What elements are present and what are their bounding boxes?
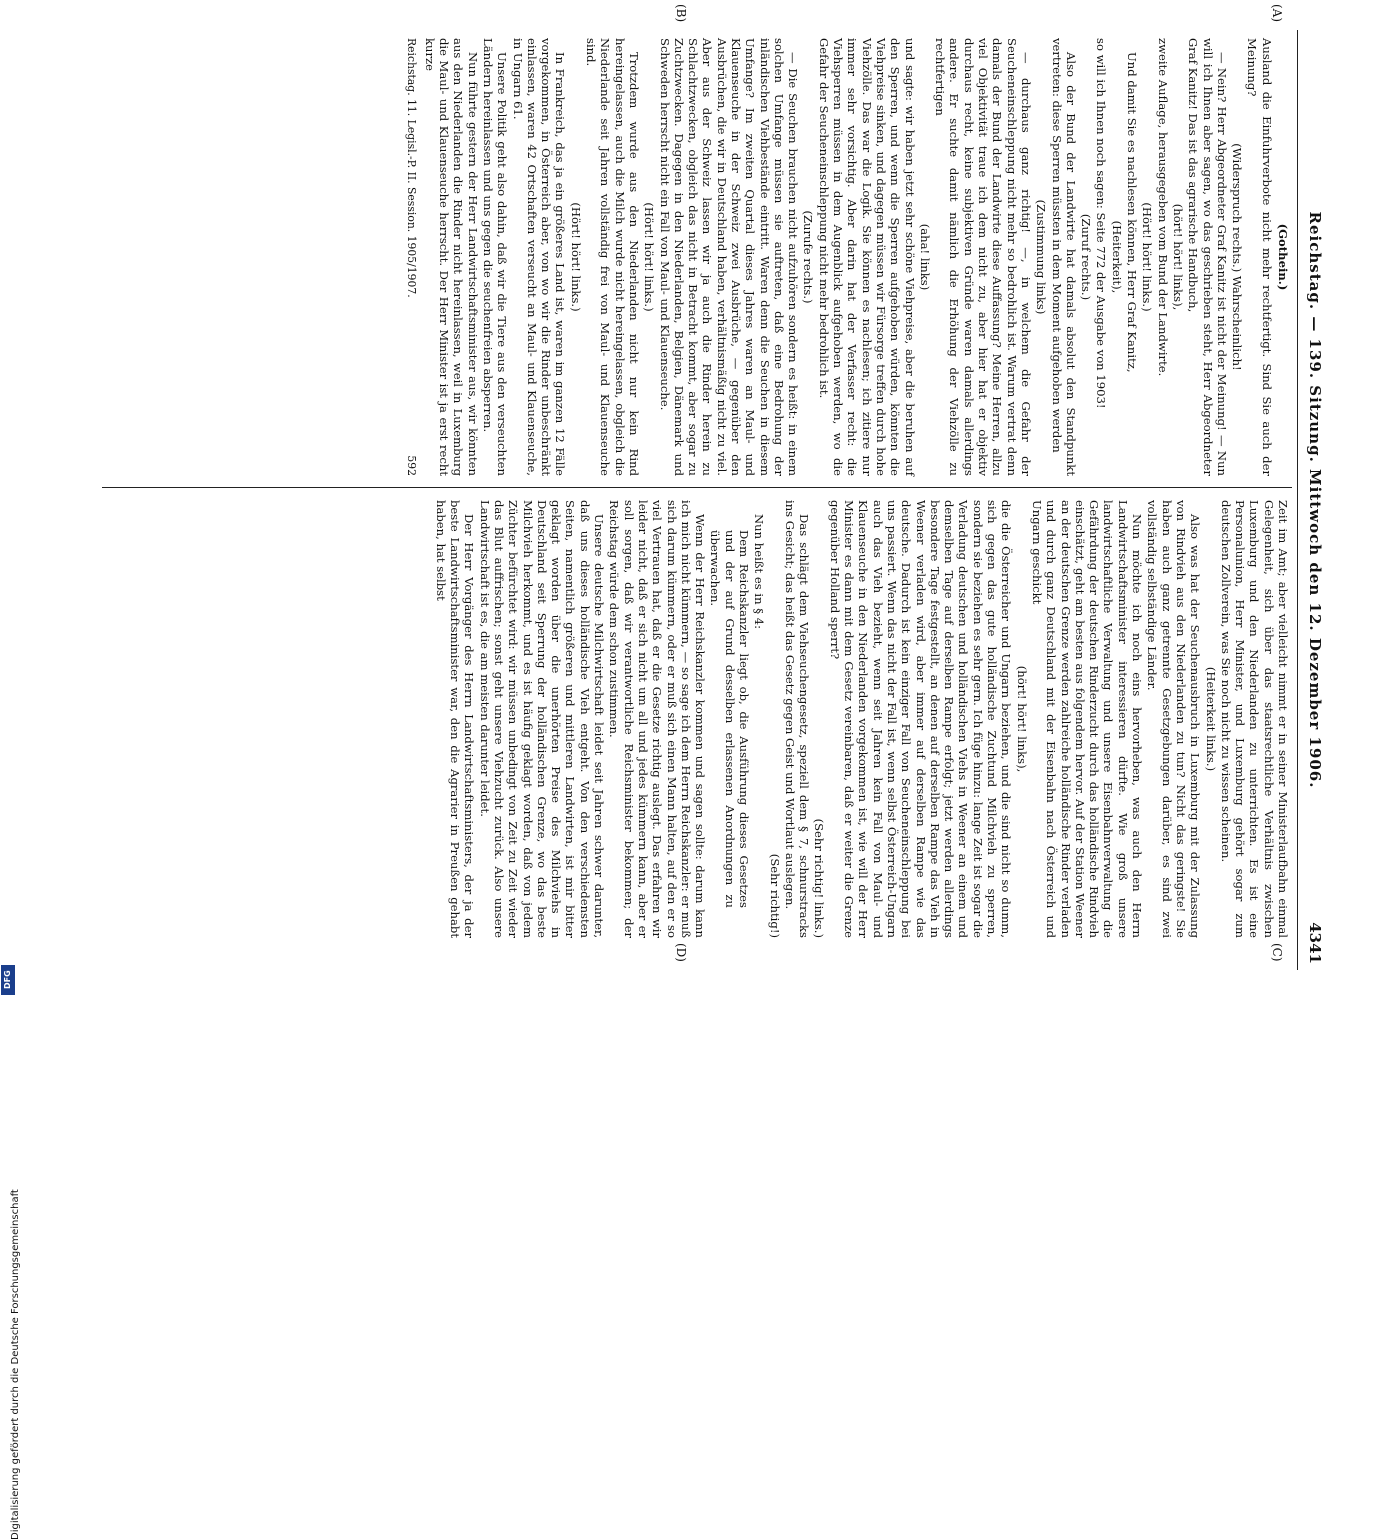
paragraph: — durchaus ganz richtig! —, in welchem die Gefahr der Seucheneinschleppung nicht mehr so bedrohlich ist. Warum vertrat denn damals der Bund der Landwirte diese Auffassung? Meine Herren, allzu viel Objektivität traue ich dem nicht zu, aber hier hat er objektiv durchaus recht, keine subjektiven Gründe waren damals allerdings andere. Er suchte damit nämlich die Erhöhung der Viehzölle zu rechtfertigen xyxy=(933,38,1033,476)
paragraph: Ausland die Einfuhrverbote nicht mehr rechtfertigt. Sind Sie auch der Meinung? xyxy=(1245,38,1274,476)
paragraph: Der Herr Vorgänger des Herrn Landwirtschaftsministers, der ja der beste Landwirtschaftsminister war, den die Agrarier in Preußen gehabt haben, hat selbst xyxy=(433,500,477,938)
paragraph: zweite Auflage, herausgegeben vom Bund der Landwirte. xyxy=(1155,38,1170,377)
paragraph: Unsere Politik geht also dahin, daß wir die Tiere aus den verseuchten Ländern hereinlassen und uns gegen die seuchenfreien absperren. xyxy=(480,38,510,476)
page-number: 4341 xyxy=(1306,922,1324,964)
column-divider xyxy=(102,487,1292,488)
header-title: Reichstag. — 139. Sitzung. Mittwoch den 12. Dezember 1906. xyxy=(1306,211,1324,789)
paragraph: und sagte: wir haben jetzt sehr schöne Viehpreise, aber die beruhen auf den Sperren, und wenn die Sperren aufgehoben würden, könnten die Viehpreise sinken, und dagegen müssen wir Fürsorge treffen durch hohe Viehzölle. Das war die Logik. Sie können es nachlesen; ich zitiere nur immer sehr vorsichtig. Aber darin hat der Verfasser recht: die Viehsperren müssen in dem Augenblick aufgehoben werden, wo die Gefahr der Seucheneinschleppung nicht mehr bedrohlich ist. xyxy=(816,38,917,476)
interjection: (hört! hört! links), xyxy=(1170,203,1185,311)
sheet-number: 592 xyxy=(405,455,419,476)
paragraph: die die Österreicher und Ungarn beziehen, und die sind nicht so dumm, sich gegen das gute holländische Zuchtund Milchvieh zu sperren, sondern sie beziehen es sehr gern. Ich füge hinzu: lange Zeit ist sogar die Verladung deutschen und holländischen Viehs in Weener an einem und demselben Tage auf derselben Rampe erfolgt; jetzt werden allerdings besondere Tage festgestellt, an denen auf derselben Rampe das Vieh in Weener verladen wird, aber immer auf derselben Rampe wie das deutsche. Dadurch ist kein einziger Fall von Seucheneinschleppung bei uns passiert. Wenn das nicht der Fall ist, wenn selbst Österreich-Ungarn auch das Vieh bezieht, wenn seit Jahren kein Fall von Maul- und Klauenseuche in den Niederlanden vorgekommen ist, wie will der Herr Minister es dann mit dem Gesetz vereinbaren, daß er weiter die Grenze gegenüber Holland sperrt? xyxy=(827,500,1014,938)
paragraph: Also der Bund der Landwirte hat damals absolut den Standpunkt vertreten: diese Sperren müssten in dem Moment aufgehoben werden xyxy=(1049,38,1078,476)
paragraph: Zeit im Amt; aber vielleicht nimmt er in seiner Ministerlaufbahn einmal Gelegenheit, sich über das staatsrechtliche Verhältnis zwischen Luxemburg und den Niederlanden zu unterrichten. Es ist eine Personalunion, Herr Minister, und Luxemburg gehört sogar zum deutschen Zollverein, was Sie noch nicht zu wissen scheinen. xyxy=(1218,500,1290,938)
paragraph: — Die Seuchen brauchen nicht aufzuhören sondern es heißt: in einem solchen Umfange müssen sie auftreten, daß eine Bedrohung der inländischen Viehbestände eintritt. Waren denn die Seuchen in diesem Umfange? Im zweiten Quartal dieses Jahres waren an Maul- und Klauenseuche in der Schweiz zwei Ausbrüche, — gegenüber den Ausbrüchen, die wir in Deutschland haben, verhältnismäßig nicht zu viel. Aber aus der Schweiz lassen wir ja auch die Rinder herein zu Schlachtzwecken, obgleich das nicht in Betracht kommt, aber sogar zu Zuchtzwecken. Dagegen in den Niederlanden, Belgien, Dänemark und Schweden herrscht nicht ein Fall von Maul- und Klauenseuche. xyxy=(657,38,801,476)
interjection: (Zurufe rechts.) xyxy=(801,210,816,304)
interjection: (Zuruf rechts.) xyxy=(1079,213,1094,301)
paragraph: Trotzdem wurde aus den Niederlanden nicht nur kein Rind hereingelassen, auch die Milch wurde nicht hereingelassen, obgleich die Niederlande seit Jahren vollständig frei von Maul- und Klauenseuche sind. xyxy=(584,38,641,476)
speaker-name: (Gothein.) xyxy=(1276,223,1290,291)
left-column xyxy=(403,38,1290,476)
footer-note xyxy=(404,38,418,476)
interjection: (Hört! hört! links.) xyxy=(568,202,583,312)
paragraph: In Frankreich, das ja ein größeres Land ist, waren im ganzen 12 Fälle vorgekommen, in Österreich aber, von wo wir die Rinder unbeschränkt einlassen, waren 42 Ortschaften verseucht an Maul- und Klauenseuche, in Ungarn 61. xyxy=(510,38,568,476)
interjection: (Heiterkeit links.) xyxy=(1203,666,1218,772)
interjection: (hört! hört! links), xyxy=(1014,665,1029,773)
paragraph: Nun möchte ich noch eins hervorheben, was auch den Herrn Landwirtschaftsminister interessieren dürfte. Wie groß unsere landwirtschaftliche Verwaltung und unsere Eisenbahnverwaltung die Gefährdung der deutschen Rinderzucht durch das holländische Rindvieh einschätzt, geht am besten aus folgendem hervor. Auf der Station Weener an der deutschen Grenze werden zahlreiche holländische Rinder verladen und durch ganz Deutschland mit der Eisenbahn nach Österreich und Ungarn geschickt xyxy=(1029,500,1145,938)
paragraph: Unsere deutsche Milchwirtschaft leidet seit Jahren schwer darunter, daß uns dieses holländische Vieh entgeht. Von den verschiedensten Seiten, namentlich größeren und mittleren Landwirten, ist mir bitter geklagt worden über die unerhörten Preise des Milchviehs in Deutschland seit Sperrung der holländischen Grenze, wo das beste Milchvieh herkommt, und es ist häufig geklagt worden, daß von jedem Züchter befürchtet wird: wir müssen unbedingt von Zeit zu Zeit wieder das Blut auffrischen; sonst geht unsere Viehzucht zurück. Also unsere Landwirtschaft ist es, die am meisten darunter leidet. xyxy=(477,500,607,938)
interjection: (aha! links) xyxy=(917,223,932,291)
page-header xyxy=(1300,30,1328,970)
header-rule xyxy=(1297,30,1298,970)
document-page xyxy=(78,4,1328,970)
interjection: (Heiterkeit), xyxy=(1109,220,1124,294)
margin-marker-d: (D) xyxy=(674,943,688,962)
quotation: Dem Reichskanzler liegt ob, die Ausführung dieses Gesetzes und der auf Grund desselben erlassenen Anordnungen zu überwachen. xyxy=(708,530,752,908)
paragraph: Und damit Sie es nachlesen können, Herr Graf Kanitz, xyxy=(1125,52,1140,373)
dfg-logo: DFG xyxy=(1,965,15,995)
paragraph: Nun führte gestern der Herr Landwirtschaftsminister aus, wir könnten aus den Niederlanden die Rinder nicht hereinlassen, weil in Luxemburg die Maul- und Klauenseuche herrscht. Der Herr Minister ist ja erst recht kurze xyxy=(422,38,480,476)
footer-citation: Reichstag. 11. Legisl.-P. II. Session. 1905/1907. xyxy=(405,38,419,298)
margin-marker-b: (B) xyxy=(674,4,688,23)
paragraph: Nun heißt es in § 4: xyxy=(752,514,767,630)
interjection: (Hört! hört! links.) xyxy=(1140,202,1155,312)
paragraph: Also was hat der Seuchenausbruch in Luxemburg mit der Zulassung von Rindvieh aus den Niederlanden zu tun? Nicht das geringste! Sie haben auch ganz getrennte Gesetzgebungen darüber, es sind zwei vollständig selbständige Länder. xyxy=(1145,500,1203,938)
interjection: (Sehr richtig!) xyxy=(767,853,782,938)
digitization-credit: Digitalisierung gefördert durch die Deutsche Forschungsgemeinschaft xyxy=(10,1189,21,1540)
paragraph: so will ich Ihnen noch sagen: Seite 772 der Ausgabe von 1903! xyxy=(1094,38,1109,409)
right-column xyxy=(432,500,1290,938)
paragraph: Wenn der Herr Reichskanzler kommen und sagen sollte: darum kann ich mich nicht kümmern, — so sage ich dem Herrn Reichskanzler: er muß sich darum kümmern, oder er muß sich einen Mann halten, auf den er so viel Vertrauen hat, daß er die Gesetze richtig auslegt. Das erfahren wir leider nicht, daß er sich nicht um all und jedes kümmern kann, aber er soll sorgen, daß wir verantwortliche Reichsminister bekommen; der Reichstag würde dem schon zustimmen. xyxy=(607,500,708,938)
interjection: (Widerspruch rechts.) Wahrscheinlich! xyxy=(1230,143,1245,371)
paragraph: — Nein? Herr Abgeordneter Graf Kanitz ist nicht der Meinung! — Nun will ich Ihnen aber sagen, wo das geschrieben steht, Herr Abgeordneter Graf Kanitz! Das ist das agrarische Handbuch, xyxy=(1186,38,1229,476)
interjection: (Zustimmung links) xyxy=(1034,199,1049,315)
interjection: (Hört! hört! links.) xyxy=(642,202,657,312)
margin-marker-c: (C) xyxy=(1270,943,1284,962)
paragraph: Das schlägt dem Viehseuchengesetz, speziell dem § 7, schnurstracks ins Gesicht; das heißt das Gesetz gegen Geist und Wortlaut auslegen. xyxy=(782,500,812,938)
interjection: (Sehr richtig! links.) xyxy=(812,818,827,938)
margin-marker-a: (A) xyxy=(1270,4,1284,23)
